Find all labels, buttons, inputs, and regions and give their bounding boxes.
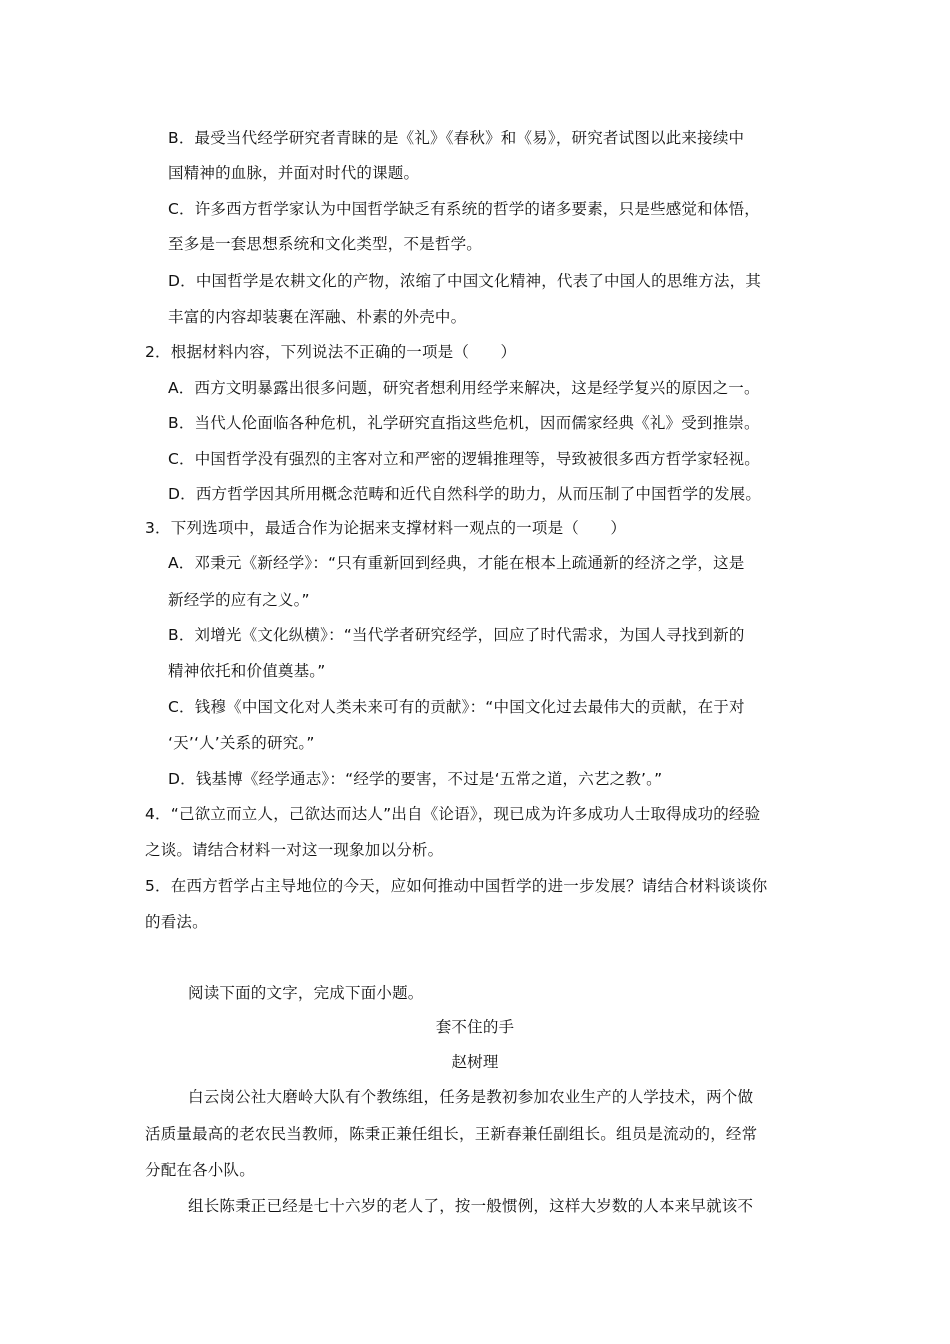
q1-option-c-line1: C．许多西方哲学家认为中国哲学缺乏有系统的哲学的诸多要素，只是些感觉和体悟， [168, 200, 760, 218]
q3-option-b-line1: B．刘增光《文化纵横》：“当代学者研究经学，回应了时代需求，为国人寻找到新的 [168, 626, 745, 644]
q2-stem: 2．根据材料内容，下列说法不正确的一项是（ ） [145, 343, 517, 361]
q2-option-b: B．当代人伦面临各种危机，礼学研究直指这些危机，因而儒家经典《礼》受到推崇。 [168, 414, 760, 432]
q3-option-c-line2: ‘天’‘人’关系的研究。” [168, 734, 315, 752]
q2-option-a: A．西方文明暴露出很多问题，研究者想利用经学来解决，这是经学复兴的原因之一。 [168, 379, 760, 397]
q1-option-d-line2: 丰富的内容却装裹在浑融、朴素的外壳中。 [168, 308, 467, 326]
story-p1-line2: 活质量最高的老农民当教师，陈秉正兼任组长，王新春兼任副组长。组员是流动的，经常 [145, 1125, 758, 1143]
q1-option-b-line2: 国精神的血脉，并面对时代的课题。 [168, 164, 420, 182]
q1-option-c-line2: 至多是一套思想系统和文化类型，不是哲学。 [168, 235, 483, 253]
q3-option-a-line1: A．邓秉元《新经学》：“只有重新回到经典，才能在根本上疏通新的经济之学，这是 [168, 554, 745, 572]
story-title: 套不住的手 [435, 1018, 515, 1036]
q1-option-d-line1: D．中国哲学是农耕文化的产物，浓缩了中国文化精神，代表了中国人的思维方法，其 [168, 272, 762, 290]
q1-option-b-line1: B．最受当代经学研究者青睐的是《礼》《春秋》和《易》，研究者试图以此来接续中 [168, 129, 745, 147]
q5-line1: 5．在西方哲学占主导地位的今天，应如何推动中国哲学的进一步发展？请结合材料谈谈你 [145, 877, 768, 895]
story-p1-line1: 白云岗公社大磨岭大队有个教练组，任务是教初参加农业生产的人学技术，两个做 [188, 1088, 754, 1106]
q3-option-a-line2: 新经学的应有之义。” [168, 591, 310, 609]
q4-line1: 4．“己欲立而立人，己欲达而达人”出自《论语》，现已成为许多成功人士取得成功的经验 [145, 805, 761, 823]
q2-option-d: D．西方哲学因其所用概念范畴和近代自然科学的助力，从而压制了中国哲学的发展。 [168, 485, 762, 503]
q3-option-b-line2: 精神依托和价值奠基。” [168, 662, 326, 680]
story-p2-line1: 组长陈秉正已经是七十六岁的老人了，按一般惯例，这样大岁数的人本来早就该不 [188, 1197, 754, 1215]
story-author: 赵树理 [451, 1053, 499, 1071]
reading-instruction: 阅读下面的文字，完成下面小题。 [188, 984, 424, 1002]
q3-option-c-line1: C．钱穆《中国文化对人类未来可有的贡献》：“中国文化过去最伟大的贡献，在于对 [168, 698, 745, 716]
q3-stem: 3．下列选项中，最适合作为论据来支撑材料一观点的一项是（ ） [145, 519, 627, 537]
story-p1-line3: 分配在各小队。 [145, 1161, 255, 1179]
q2-option-c: C．中国哲学没有强烈的主客对立和严密的逻辑推理等，导致被很多西方哲学家轻视。 [168, 450, 760, 468]
q5-line2: 的看法。 [145, 913, 208, 931]
q3-option-d: D．钱基博《经学通志》：“经学的要害，不过是‘五常之道，六艺之教’。” [168, 770, 663, 788]
q4-line2: 之谈。请结合材料一对这一现象加以分析。 [145, 841, 444, 859]
